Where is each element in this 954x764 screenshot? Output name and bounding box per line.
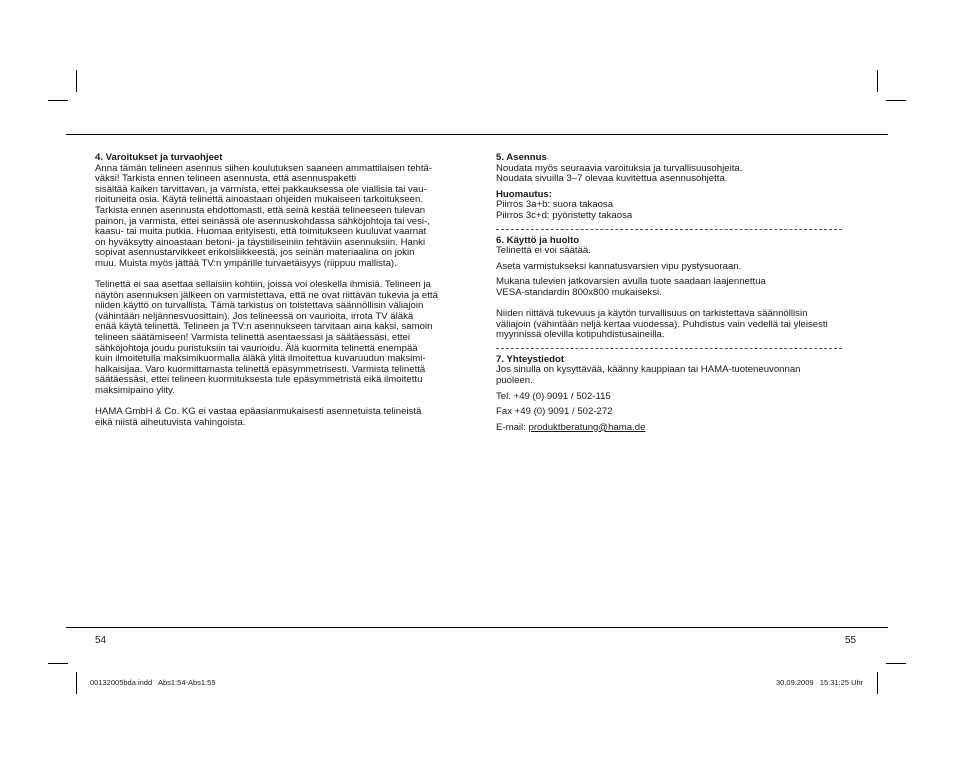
- text-line: kaasu- tai muita putkia. Huomaa erityisesti, että toimitukseen kuuluvat vaarnat: [95, 226, 427, 238]
- file-info: 00132005bda.indd Abs1:54-Abs1:55: [90, 678, 216, 687]
- text-line: Aseta varmistukseksi kannatusvarsien vipu pystysuoraan.: [496, 260, 742, 272]
- text-line: sähköjohtoja joudu puristuksiin tai vaurioidu. Älä kuormita telinettä enempää: [95, 342, 418, 354]
- note-heading: Huomautus:: [496, 188, 552, 200]
- left-column: [95, 153, 465, 428]
- bottom-rule: [66, 627, 888, 628]
- text-line: väliajoin (vähintään neljä kertaa vuodessa). Puhdistus vain vedellä tai yleisesti: [496, 318, 828, 330]
- text-line: on hyväksytty ainoastaan betoni- ja täystiiliseiniin tehtäviin asennuksiin. Hanki: [95, 236, 426, 248]
- text-line: sisältää kaiken tarvittavan, ja varmista, ettei pakkauksessa ole viallisia tai vau-: [95, 183, 427, 195]
- text-line: VESA-standardin 800x800 mukaiseksi.: [496, 286, 662, 298]
- text-line: sopivat asennustarvikkeet erikoisliikkeestä, jos seinän materiaalina on jokin: [95, 247, 415, 259]
- text-line: Jos sinulla on kysyttävää, käänny kauppiaan tai HAMA-tuoteneuvonnan: [496, 364, 801, 376]
- crop-mark: [877, 70, 878, 92]
- text-line: muu. Muista myös jättää TV:n ympärille turvaetäisyys (riippuu mallista).: [95, 257, 397, 269]
- text-line: Anna tämän telineen asennus siihen koulutuksen saaneen ammattilaisen tehtä-: [95, 162, 433, 174]
- crop-mark: [877, 672, 878, 694]
- dashed-divider: [496, 348, 842, 350]
- text-line: Telinettä ei saa asettaa sellaisiin kohtiin, joissa voi oleskella ihmisiä. Telineen ja: [95, 279, 431, 291]
- text-line: Piirros 3a+b: suora takaosa: [496, 199, 614, 211]
- crop-mark: [886, 663, 906, 664]
- text-line: väksi! Tarkista ennen telineen asennusta, että asennuspaketti: [95, 173, 357, 185]
- section-heading: 6. Käyttö ja huolto: [496, 234, 580, 246]
- crop-mark: [48, 663, 68, 664]
- text-line: Tarkista ennen asennusta ehdottomasti, että seinä kestää telineeseen tulevan: [95, 204, 426, 216]
- text-line: Piirros 3c+d: pyöristetty takaosa: [496, 209, 633, 221]
- text-line: Telinettä ei voi säätää.: [496, 245, 591, 257]
- text-line: maksimipaino ylity.: [95, 384, 175, 396]
- right-column: [496, 153, 866, 433]
- page-number-left: 54: [95, 635, 107, 646]
- text-line: näytön asennuksen jälkeen on varmistettava, että ne ovat riittävän tukevia ja että: [95, 289, 438, 301]
- fax-number: Fax +49 (0) 9091 / 502-272: [496, 406, 613, 418]
- crop-mark: [886, 100, 906, 101]
- crop-mark: [76, 672, 77, 694]
- email-link[interactable]: produktberatung@hama.de: [528, 421, 646, 433]
- text-line: kuin ilmoitetulla maksimikuormalla äläkä ylitä ilmoitettua kuvaruudun maksimi-: [95, 353, 426, 365]
- text-line: painon, ja varmista, ettei seinässä ole asennuskohdassa sähköjohtoja tai vesi-,: [95, 215, 430, 227]
- text-line: Noudata sivuilla 3–7 olevaa kuvitettua asennusohjetta.: [496, 173, 728, 185]
- text-line: Mukana tulevien jatkovarsien avulla tuote saadaan laajennettua: [496, 276, 766, 288]
- email-line: [496, 423, 866, 434]
- text-line: halkaisijaa. Varo kuormittamasta telinettä epäsymmetrisesti. Varmista telinettä: [95, 363, 426, 375]
- print-timestamp: 30.09.2009 15:31:25 Uhr: [776, 678, 864, 687]
- dashed-divider: [496, 229, 842, 231]
- text-line: Noudata myös seuraavia varoituksia ja turvallisuusohjeita.: [496, 162, 743, 174]
- text-line: eikä niistä aiheutuvista vahingoista.: [95, 416, 246, 428]
- text-line: (vähintään neljännesvuosittain). Jos telineessä on vaurioita, irrota TV äläkä: [95, 310, 414, 322]
- text-line: Niiden riittävä tukevuus ja käytön turvallisuus on tarkistettava säännöllisin: [496, 308, 808, 320]
- phone-number: Tel. +49 (0) 9091 / 502-115: [496, 390, 611, 402]
- top-rule: [66, 134, 888, 135]
- text-line: niiden käyttö on turvallista. Tämä tarkistus on toistettava säännöllisin väliajoin: [95, 300, 424, 312]
- section-heading: 5. Asennus: [496, 152, 547, 163]
- page-number-right: 55: [845, 635, 857, 646]
- text-line: myynnissä olevilla kotipuhdistusaineilla.: [496, 329, 665, 341]
- text-line: puoleen.: [496, 375, 533, 386]
- section-heading: 4. Varoitukset ja turvaohjeet: [95, 152, 223, 163]
- section-heading: 7. Yhteystiedot: [496, 353, 565, 365]
- email-label: E-mail:: [496, 421, 529, 433]
- text-line: rioituneita osia. Käytä telinettä ainoastaan ohjeiden mukaiseen tarkoitukseen.: [95, 194, 423, 206]
- text-line: telineen säätämiseen! Varmista telinettä asentaessasi ja säätäessäsi, ettei: [95, 332, 410, 343]
- crop-mark: [48, 100, 68, 101]
- text-line: enää käytä telinettä. Telineen ja TV:n asennukseen tarvitaan aina kaksi, samoin: [95, 321, 433, 333]
- text-line: HAMA GmbH & Co. KG ei vastaa epäasianmukaisesti asennetuista telineistä: [95, 406, 422, 418]
- crop-mark: [76, 70, 77, 92]
- text-line: säätäessäsi, ettei telineen kuormituksesta tule epäsymmetristä eikä ilmoitettu: [95, 374, 423, 386]
